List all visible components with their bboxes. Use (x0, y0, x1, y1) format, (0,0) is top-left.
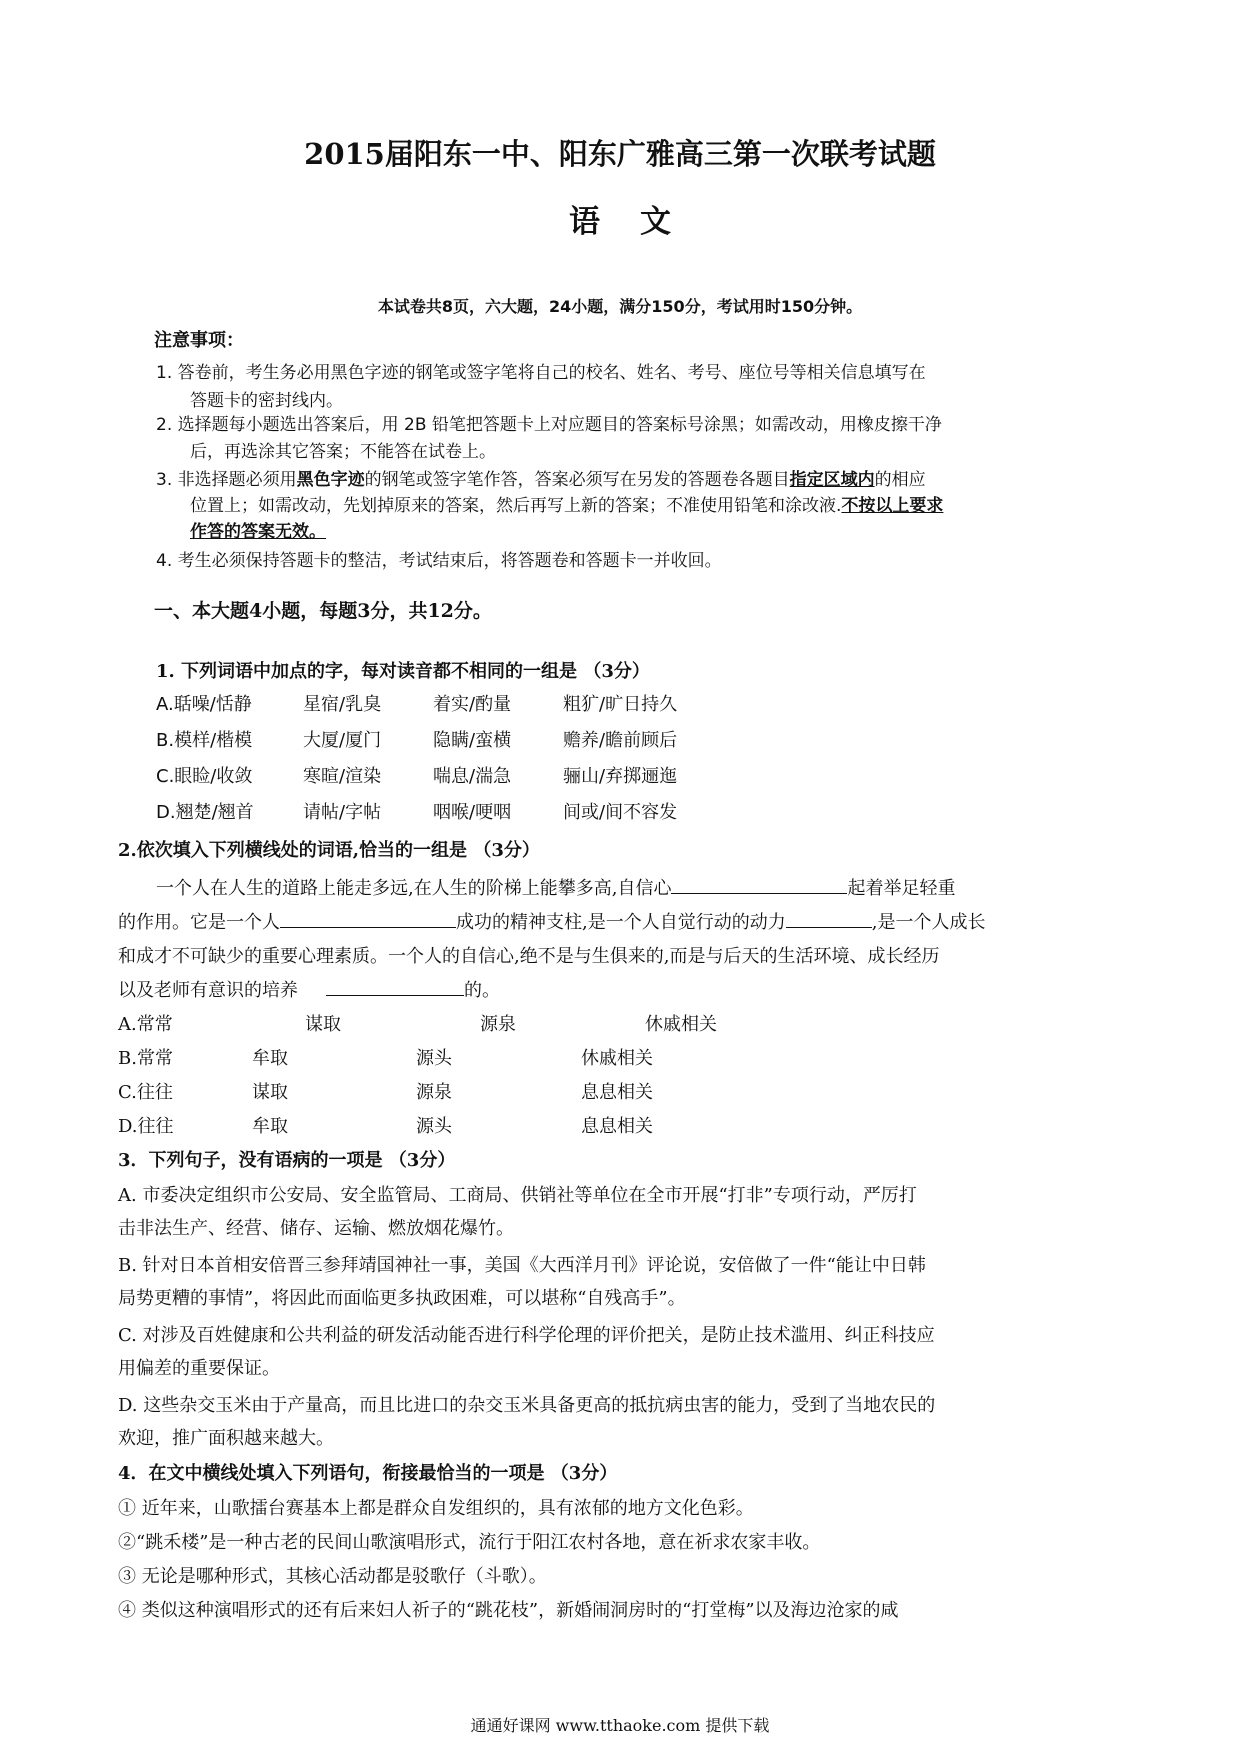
q3-option-d-line-2: 欢迎，推广面积越来越大。 (118, 1428, 334, 1449)
q2-d-2: 牟取 (252, 1116, 288, 1137)
q2-stem: 2.依次填入下列横线处的词语,恰当的一组是 （3分） (118, 840, 540, 861)
q1-a-2: 星宿/乳臭 (303, 694, 382, 715)
q3-option-d-line-1: D. 这些杂交玉米由于产量高，而且比进口的杂交玉米具备更高的抵抗病虫害的能力，受到了当地农民的 (118, 1395, 936, 1416)
q2-d-1: D.往往 (118, 1116, 174, 1137)
q1-a-1: A.聒噪/恬静 (156, 694, 252, 715)
notice-item-3a: 3. 非选择题必须用黑色字迹的钢笔或签字笔作答，答案必须写在另发的答题卷各题目指定区域内的相应 (156, 470, 926, 490)
q1-c-3: 喘息/湍急 (433, 766, 512, 787)
q1-b-3: 隐瞒/蛮横 (433, 730, 512, 751)
notice-item-3b: 位置上；如需改动，先划掉原来的答案，然后再写上新的答案；不准使用铅笔和涂改液.不按以上要求 (190, 496, 944, 516)
q2-d-4: 息息相关 (581, 1116, 653, 1137)
notice-item-1b: 答题卡的密封线内。 (190, 391, 343, 411)
q1-c-4: 骊山/弃掷逦迤 (563, 766, 678, 787)
notice-heading: 注意事项： (154, 330, 244, 351)
q2-a-3: 源泉 (480, 1014, 516, 1035)
notice-item-3c: 作答的答案无效。 (190, 522, 326, 542)
notice-item-2b: 后，再选涂其它答案；不能答在试卷上。 (190, 442, 496, 462)
q1-c-1: C.眼睑/收敛 (156, 766, 253, 787)
q2-blank-1 (671, 875, 847, 894)
subject-title: 语文 (569, 204, 711, 240)
q2-c-4: 息息相关 (581, 1082, 653, 1103)
section-1-heading: 一、本大题4小题，每题3分，共12分。 (154, 600, 492, 622)
q3-option-c-line-2: 用偏差的重要保证。 (118, 1358, 280, 1379)
q2-c-2: 谋取 (252, 1082, 288, 1103)
q2-b-1: B.常常 (118, 1048, 173, 1069)
q2-passage-line-1: 一个人在人生的道路上能走多远,在人生的阶梯上能攀多高,自信心 起着举足轻重 (156, 874, 955, 900)
q1-c-2: 寒暄/渲染 (303, 766, 382, 787)
q2-a-4: 休戚相关 (645, 1014, 717, 1035)
q4-sentence-1: ① 近年来，山歌擂台赛基本上都是群众自发组织的，具有浓郁的地方文化色彩。 (118, 1498, 754, 1519)
q1-b-4: 赡养/瞻前顾后 (563, 730, 678, 751)
q2-blank-4 (326, 977, 464, 996)
q4-sentence-3: ③ 无论是哪种形式，其核心活动都是驳歌仔（斗歌）。 (118, 1566, 547, 1587)
page-footer: 通通好课网 www.tthaoke.com 提供下载 (470, 1716, 770, 1735)
q2-b-3: 源头 (416, 1048, 452, 1069)
exam-title: 2015届阳东一中、阳东广雅高三第一次联考试题 (304, 137, 936, 171)
exam-intro: 本试卷共8页，六大题，24小题，满分150分，考试用时150分钟。 (377, 297, 863, 316)
q1-b-1: B.模样/楷模 (156, 730, 253, 751)
q2-passage-line-4: 以及老师有意识的培养 的。 (118, 976, 500, 1002)
q2-b-2: 牟取 (252, 1048, 288, 1069)
q2-blank-3 (786, 909, 872, 928)
q3-option-a-line-2: 击非法生产、经营、储存、运输、燃放烟花爆竹。 (118, 1218, 514, 1239)
q2-a-1: A.常常 (118, 1014, 173, 1035)
q1-d-4: 间或/间不容发 (563, 802, 678, 823)
q1-stem: 1. 下列词语中加点的字，每对读音都不相同的一组是 （3分） (156, 661, 650, 682)
q2-a-2: 谋取 (305, 1014, 341, 1035)
q4-sentence-4: ④ 类似这种演唱形式的还有后来妇人祈子的“跳花枝”，新婚闹洞房时的“打堂梅”以及海边沧家的咸 (118, 1600, 899, 1621)
q4-sentence-2: ②“跳禾楼”是一种古老的民间山歌演唱形式，流行于阳江农村各地，意在祈求农家丰收。 (118, 1532, 821, 1553)
notice-item-2a: 2. 选择题每小题选出答案后，用 2B 铅笔把答题卡上对应题目的答案标号涂黑；如需改动，用橡皮擦干净 (156, 415, 942, 435)
notice-item-1a: 1. 答卷前，考生务必用黑色字迹的钢笔或签字笔将自己的校名、姓名、考号、座位号等相关信息填写在 (156, 363, 926, 383)
q1-d-3: 咽喉/哽咽 (433, 802, 512, 823)
q2-passage-line-3: 和成才不可缺少的重要心理素质。一个人的自信心,绝不是与生俱来的,而是与后天的生活环境、成长经历 (118, 946, 940, 967)
q1-a-3: 着实/酌量 (433, 694, 512, 715)
q3-option-b-line-1: B. 针对日本首相安倍晋三参拜靖国神社一事，美国《大西洋月刊》评论说，安倍做了一件“能让中日韩 (118, 1255, 926, 1276)
q2-blank-2 (280, 909, 456, 928)
q3-option-c-line-1: C. 对涉及百姓健康和公共利益的研发活动能否进行科学伦理的评价把关，是防止技术滥用、纠正科技应 (118, 1325, 935, 1346)
q3-option-b-line-2: 局势更糟的事情”，将因此而面临更多执政困难，可以堪称“自残高手”。 (118, 1288, 686, 1309)
notice-item-4: 4. 考生必须保持答题卡的整洁，考试结束后，将答题卷和答题卡一并收回。 (156, 551, 722, 571)
q1-d-1: D.翘楚/翘首 (156, 802, 254, 823)
q2-c-1: C.往往 (118, 1082, 173, 1103)
q1-a-4: 粗犷/旷日持久 (563, 694, 678, 715)
q1-b-2: 大厦/厦门 (303, 730, 382, 751)
q3-option-a-line-1: A. 市委决定组织市公安局、安全监管局、工商局、供销社等单位在全市开展“打非”专项行动，严厉打 (118, 1185, 917, 1206)
q2-d-3: 源头 (416, 1116, 452, 1137)
q2-passage-line-2: 的作用。它是一个人 成功的精神支柱,是一个人自觉行动的动力 ,是一个人成长 (118, 908, 985, 934)
q2-c-3: 源泉 (416, 1082, 452, 1103)
q1-d-2: 请帖/字帖 (303, 802, 382, 823)
q3-stem: 3．下列句子，没有语病的一项是 （3分） (118, 1150, 456, 1171)
q2-b-4: 休戚相关 (581, 1048, 653, 1069)
q4-stem: 4．在文中横线处填入下列语句，衔接最恰当的一项是 （3分） (118, 1463, 618, 1484)
